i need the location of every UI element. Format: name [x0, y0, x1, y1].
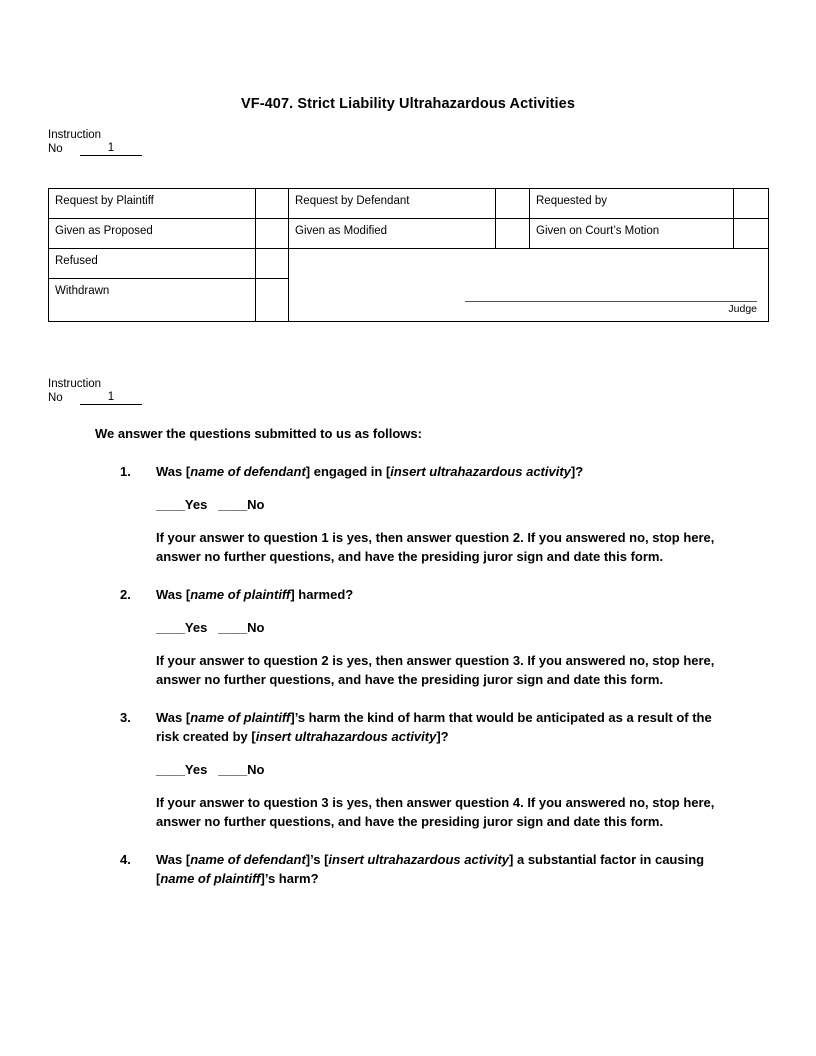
instruction-label-line2: No [48, 392, 63, 404]
question-text [156, 585, 730, 604]
placeholder-text: name of defendant [190, 852, 306, 867]
instruction-number-value[interactable]: 1 [80, 391, 142, 405]
placeholder-text: insert ultrahazardous activity [328, 852, 510, 867]
placeholder-text: name of plaintiff [190, 710, 291, 725]
ruling-disposition-table [48, 188, 769, 322]
checkbox-given-as-proposed[interactable] [256, 219, 289, 249]
placeholder-text: name of plaintiff [160, 871, 261, 886]
verdict-form-body [0, 425, 816, 888]
checkbox-withdrawn[interactable] [256, 279, 289, 322]
question-text-run: ]? [570, 464, 584, 479]
cell-requested-by: Requested by [530, 189, 734, 219]
answer-no-blank[interactable]: ____No [218, 497, 265, 512]
placeholder-text: name of defendant [190, 464, 306, 479]
instruction-number-row [48, 142, 142, 156]
cell-given-as-modified: Given as Modified [289, 219, 496, 249]
question-item [120, 462, 730, 566]
cell-withdrawn: Withdrawn [49, 279, 256, 322]
question-text-run: ] engaged in [ [305, 464, 391, 479]
cell-request-by-plaintiff: Request by Plaintiff [49, 189, 256, 219]
question-text-run: ]? [436, 729, 449, 744]
cell-given-on-courts-motion: Given on Court’s Motion [530, 219, 734, 249]
question-number: 2. [120, 587, 131, 602]
page-title: VF-407. Strict Liability Ultrahazardous Activities [240, 96, 576, 112]
question-text-run: ]’s harm? [260, 871, 319, 886]
checkbox-given-on-courts-motion[interactable] [734, 219, 769, 249]
cell-refused: Refused [49, 249, 256, 279]
judge-signature-cell [289, 249, 769, 322]
answer-line [156, 618, 730, 637]
question-number: 3. [120, 710, 131, 725]
question-text-run: ] harmed? [290, 587, 354, 602]
question-text-run: Was [ [156, 464, 191, 479]
question-text-run: Was [ [156, 852, 191, 867]
checkbox-request-by-defendant[interactable] [496, 189, 530, 219]
verdict-lead-in: We answer the questions submitted to us as follows: [95, 426, 422, 441]
instruction-label-line1: Instruction [48, 129, 102, 141]
placeholder-text: insert ultrahazardous activity [390, 464, 571, 479]
conditional-instruction: If your answer to question 1 is yes, then answer question 2. If you answered no, stop here, answer no further questions, and have the presiding juror sign and date this form. [156, 530, 715, 564]
question-item [120, 708, 730, 831]
answer-yes-blank[interactable]: ____Yes [156, 497, 208, 512]
question-text [156, 850, 730, 888]
instruction-label-line1: Instruction [48, 378, 102, 390]
placeholder-text: insert ultrahazardous activity [255, 729, 437, 744]
conditional-instruction: If your answer to question 3 is yes, then answer question 4. If you answered no, stop here, answer no further questions, and have the presiding juror sign and date this form. [156, 795, 715, 829]
answer-line [156, 760, 730, 779]
question-text-run: Was [ [156, 587, 191, 602]
question-text-run: Was [ [156, 710, 191, 725]
answer-yes-blank[interactable]: ____Yes [156, 762, 208, 777]
question-text-run: ]’s harm the kind of harm that would be anticipated as a result of the risk created by [ [156, 710, 712, 744]
table-row [49, 189, 769, 219]
cell-given-as-proposed: Given as Proposed [49, 219, 256, 249]
question-text [156, 708, 730, 746]
question-number: 4. [120, 852, 131, 867]
answer-line [156, 495, 730, 514]
instruction-number-value[interactable]: 1 [80, 142, 142, 156]
question-item [120, 585, 730, 689]
table-row [49, 249, 769, 279]
cell-request-by-defendant: Request by Defendant [289, 189, 496, 219]
instruction-label-line2: No [48, 143, 63, 155]
question-text-run: ] a substantial factor in causing [ [156, 852, 705, 886]
checkbox-refused[interactable] [256, 249, 289, 279]
instruction-number-block-body [48, 377, 142, 405]
placeholder-text: name of plaintiff [190, 587, 291, 602]
answer-no-blank[interactable]: ____No [218, 620, 265, 635]
questions-list [0, 462, 816, 888]
instruction-number-block-top [48, 128, 142, 156]
question-number: 1. [120, 464, 131, 479]
checkbox-requested-by[interactable] [734, 189, 769, 219]
judge-signature-label: Judge [728, 303, 757, 315]
judge-signature-area [465, 300, 757, 316]
answer-yes-blank[interactable]: ____Yes [156, 620, 208, 635]
question-text [156, 462, 730, 481]
question-item [120, 850, 730, 888]
checkbox-given-as-modified[interactable] [496, 219, 530, 249]
instruction-number-row [48, 391, 142, 405]
answer-no-blank[interactable]: ____No [218, 762, 265, 777]
checkbox-request-by-plaintiff[interactable] [256, 189, 289, 219]
table-row [49, 219, 769, 249]
question-text-run: ]’s [ [305, 852, 329, 867]
conditional-instruction: If your answer to question 2 is yes, then answer question 3. If you answered no, stop here, answer no further questions, and have the presiding juror sign and date this form. [156, 653, 715, 687]
